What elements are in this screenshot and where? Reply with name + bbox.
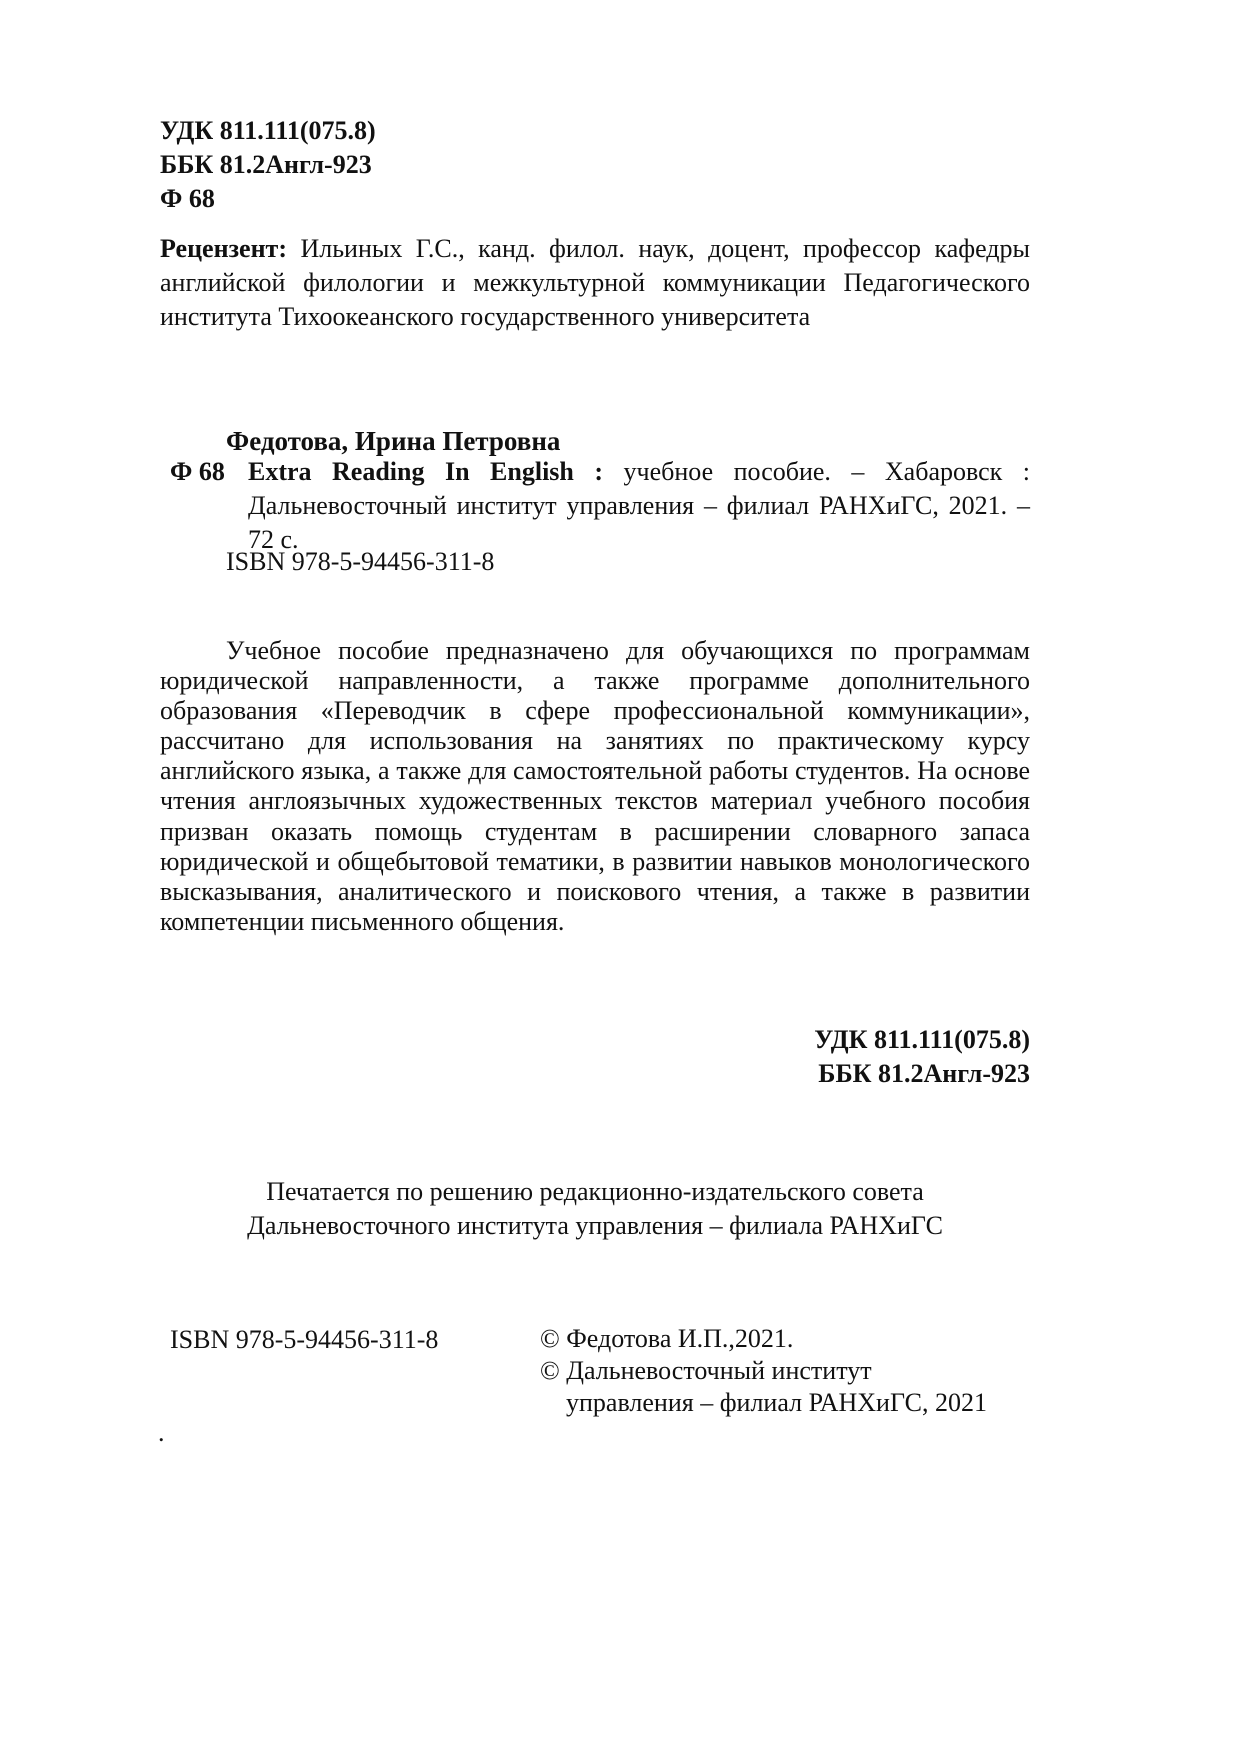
copyright-author: © Федотова И.П.,2021. <box>540 1324 794 1353</box>
publication-note <box>160 1175 1030 1243</box>
bib-line-3: 72 с. <box>248 525 299 554</box>
author-name: Федотова, Ирина Петровна <box>226 426 561 456</box>
bib-line-1-rest: учебное пособие. – Хабаровск : <box>623 457 1030 486</box>
header-classification <box>160 114 376 216</box>
copyright-institute-cont: управления – филиал РАНХиГС, 2021 <box>566 1388 987 1417</box>
reviewer-line-3: института Тихоокеанского государственного университета <box>160 302 811 331</box>
abstract-line: призван оказать помощь студентам в расширении словарного запаса <box>160 816 1030 846</box>
reviewer-text-1: Ильиных Г.С., канд. филол. наук, доцент, профессор кафедры <box>300 234 1031 263</box>
abstract-line: рассчитано для использования на занятиях по практическому курсу <box>160 726 1030 756</box>
abstract-line: чтения англоязычных художественных текстов материал учебного пособия <box>160 786 1030 816</box>
abstract-line: юридической и общебытовой тематики, в развитии навыков монологического <box>160 846 1030 876</box>
bbk-code-right: ББК 81.2Англ-923 <box>818 1059 1030 1088</box>
book-title: Extra Reading In English : <box>248 457 604 486</box>
abstract-line: образования «Переводчик в сфере профессиональной коммуникации», <box>160 696 1030 726</box>
reviewer-block <box>160 232 1030 334</box>
abstract-line: высказывания, аналитического и поискового чтения, а также в развитии <box>160 876 1030 906</box>
udk-code-right: УДК 811.111(075.8) <box>814 1025 1030 1054</box>
publication-note-line-1: Печатается по решению редакционно-издательского совета <box>266 1177 924 1206</box>
footer-copyright <box>540 1323 987 1419</box>
publication-note-line-2: Дальневосточного института управления – филиала РАНХиГС <box>247 1211 943 1240</box>
bib-code: Ф 68 <box>170 457 225 486</box>
reviewer-line-2: английской филологии и межкультурной коммуникации Педагогического <box>160 268 1030 297</box>
classification-right <box>814 1023 1030 1091</box>
footer-isbn: ISBN 978-5-94456-311-8 <box>170 1325 439 1354</box>
reviewer-label: Рецензент: <box>160 234 287 263</box>
udk-code: УДК 811.111(075.8) <box>160 116 376 145</box>
bib-entry <box>248 455 1030 557</box>
abstract-line: юридической направленности, а также программе дополнительного <box>160 666 1030 696</box>
bbk-code: ББК 81.2Англ-923 <box>160 150 372 179</box>
stray-dot: . <box>158 1418 165 1447</box>
bib-isbn: ISBN 978-5-94456-311-8 <box>226 547 495 576</box>
bib-line-2: Дальневосточный институт управления – филиал РАНХиГС, 2021. – <box>248 491 1030 520</box>
bib-line-1 <box>248 455 1030 489</box>
abstract-line: компетенции письменного общения. <box>160 906 565 936</box>
copyright-institute: © Дальневосточный институт <box>540 1356 872 1385</box>
author-mark: Ф 68 <box>160 184 215 213</box>
abstract <box>160 636 1030 937</box>
reviewer-line-1 <box>160 232 1030 266</box>
abstract-line: Учебное пособие предназначено для обучающихся по программам <box>226 636 1030 665</box>
abstract-line: английского языка, а также для самостоятельной работы студентов. На основе <box>160 756 1030 786</box>
